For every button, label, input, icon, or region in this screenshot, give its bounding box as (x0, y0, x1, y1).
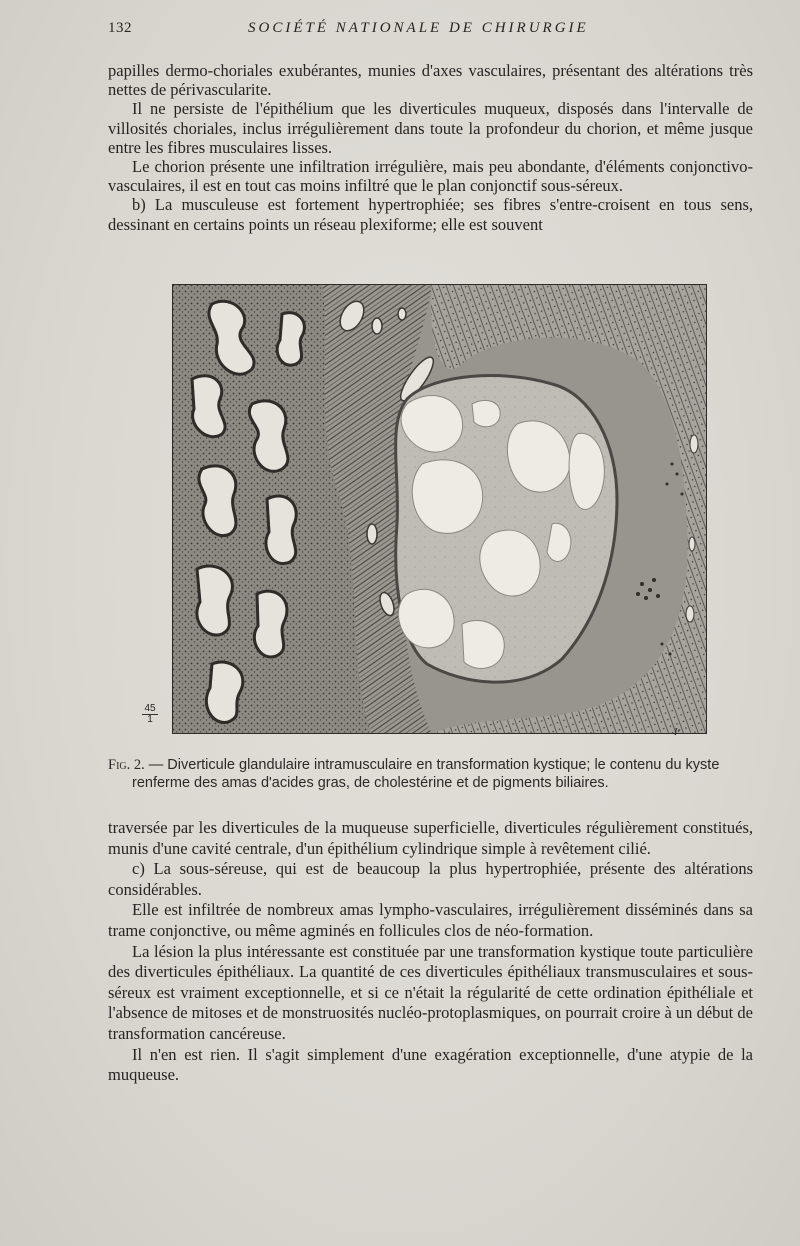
scale-denominator: 1 (147, 714, 153, 725)
figure-caption (108, 756, 753, 792)
histology-illustration (172, 284, 707, 734)
figure-corner-mark: Iʳ (674, 727, 680, 738)
paragraph: La lésion la plus intéressante est constituée par une transformation kystique toute particulière des diverticules épithéliaux. La quantité de ces diverticules épithéliaux transmusculaires et sous-séreux est vraiment exceptionnelle, et si ce n'était la régularité de cette ordination épithéliale et l'absence de mitoses et de monstruosités nucléo-protoplasmiques, on pourrait croire à un début de transformation cancéreuse. (108, 941, 753, 1043)
figure-scale-mark (142, 704, 158, 725)
paragraph: Le chorion présente une infiltration irrégulière, mais peu abondante, d'éléments conjonctivo-vasculaires, il est en tout cas moins infiltré que le plan conjonctif sous-séreux. (108, 157, 753, 196)
caption-label: Fig. 2. (108, 757, 145, 773)
paragraph: c) La sous-séreuse, qui est de beaucoup la plus hypertrophiée, présente des altérations considérables. (108, 859, 753, 899)
running-title: SOCIÉTÉ NATIONALE DE CHIRURGIE (248, 20, 589, 36)
histology-figure (172, 284, 707, 734)
body-text-bottom (108, 818, 753, 1086)
running-head (108, 20, 753, 42)
page-number: 132 (108, 20, 132, 36)
scale-numerator: 45 (142, 704, 158, 715)
body-text-top (108, 61, 753, 234)
paragraph: b) La musculeuse est fortement hypertrophiée; ses fibres s'entre-croisent en tous sens, dessinant en certains points un réseau plexiforme; elle est souvent (108, 195, 753, 234)
paragraph: papilles dermo-choriales exubérantes, munies d'axes vasculaires, présentant des altérations très nettes de périvascularite. (108, 61, 753, 100)
paragraph: Elle est infiltrée de nombreux amas lympho-vasculaires, irrégulièrement disséminés dans sa trame conjonctive, ou même agminés en follicules clos de néo-formation. (108, 900, 753, 940)
paragraph: Il n'en est rien. Il s'agit simplement d'une exagération exceptionnelle, d'une atypie de la muqueuse. (108, 1044, 753, 1085)
paragraph: traversée par les diverticules de la muqueuse superficielle, diverticules régulièrement constitués, munis d'une cavité centrale, d'un épithélium cylindrique simple à revêtement cilié. (108, 818, 753, 858)
paragraph: Il ne persiste de l'épithélium que les diverticules muqueux, disposés dans l'intervalle de villosités choriales, inclus irrégulièrement dans toute la profondeur du chorion, et même jusque entre les fibres musculaires lisses. (108, 99, 753, 157)
caption-text: — Diverticule glandulaire intramusculaire en transformation kystique; le contenu du kyste renferme des amas d'acides gras, de cholestérine et de pigments biliaires. (132, 757, 720, 791)
